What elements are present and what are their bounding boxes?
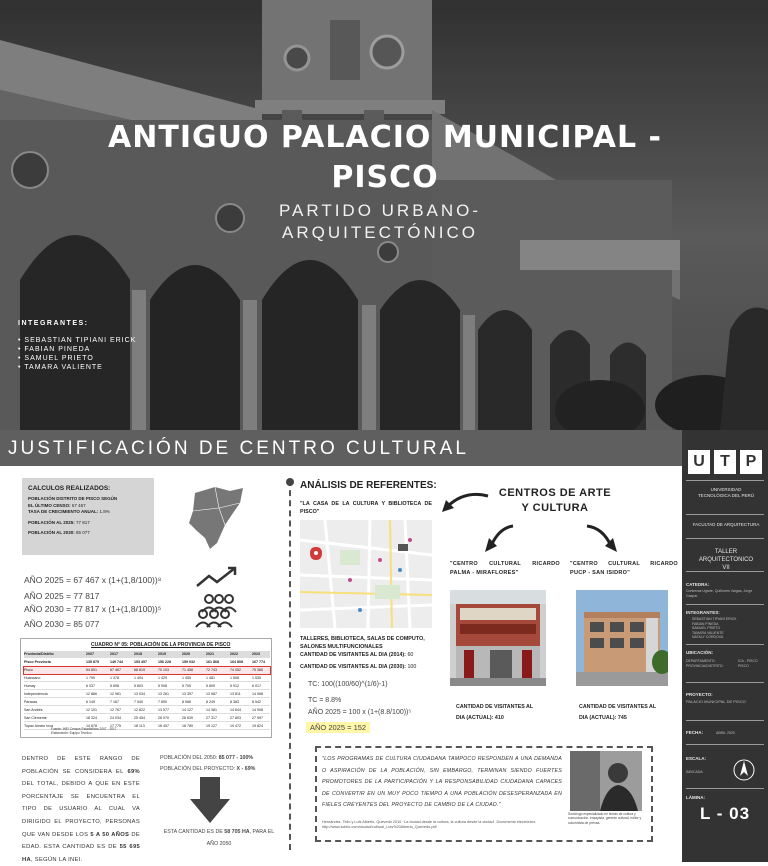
table-cell: 8 066 bbox=[182, 700, 191, 704]
table-cell: 14 068 bbox=[252, 692, 263, 696]
referentes-title: ANÁLISIS DE REFERENTES: bbox=[300, 480, 437, 491]
table-row bbox=[24, 707, 270, 714]
logo-letter: U bbox=[688, 450, 710, 474]
tc-projection: AÑO 2025 = 100 x (1+(8.8/100))⁵ bbox=[308, 709, 412, 716]
divider bbox=[686, 480, 764, 481]
table-cell: 54 801 bbox=[86, 668, 97, 672]
table-cell: 14 678 bbox=[86, 724, 97, 728]
quote-reference: Hernández, Tello y Luis Alberto, Quevedo 2010. 'La ciudad desde la cultura, la cultura desde la ciudad'. Documento electrónico. http://www.scielo.com/ciudad/cultural_Luis%20Alberto_Quevedo.pdf bbox=[322, 820, 537, 829]
pop-2050-line: POBLACIÓN DEL 2050: 85 077 - 100% bbox=[160, 755, 254, 761]
university-name: UNIVERSIDAD TECNOLÓGICA DEL PERÚ bbox=[697, 487, 755, 498]
table-cell: 156 228 bbox=[158, 660, 171, 664]
table-row bbox=[24, 699, 270, 706]
table-cell: 18 789 bbox=[182, 724, 193, 728]
table-cell: 17 775 bbox=[110, 724, 121, 728]
table-cell: 18 113 bbox=[134, 724, 145, 728]
table-cell: 12 961 bbox=[110, 692, 121, 696]
table-cell: 18 324 bbox=[86, 716, 97, 720]
divider bbox=[686, 538, 764, 539]
divider bbox=[686, 788, 764, 789]
table-cell: 14 127 bbox=[182, 708, 193, 712]
table-cell: 24 034 bbox=[110, 716, 121, 720]
quote-text: "LOS PROGRAMAS DE CULTURA CIUDADANA TAMPOCO RESPONDEN A UNA DEMANDA O ASPIRACIÓN DE LA POBLACIÓN, SIN EMBARGO, TERMINAN SIENDO FUERTES PROMOTORES DE LA PARTICIPACIÓN Y LA RESPONSABILIDAD CIUDADANA CAPACES DE CONVERTIR EN UN MUY POCO TIEMPO A UNA POBLACIÓN DESESPERANZADA EN FIELES CREYENTES DEL PROYECTO DE CAMBIO DE LA CIUDAD." bbox=[322, 756, 562, 808]
divider bbox=[686, 571, 764, 572]
faculty-name: FACULTAD DE ARQUITECTURA bbox=[692, 522, 760, 527]
table-cell: Provincia/Distrito bbox=[24, 652, 54, 656]
catedra-label: CATEDRA: bbox=[686, 582, 710, 587]
table-cell: 2021 bbox=[206, 652, 214, 656]
table-cell: Paracas bbox=[24, 700, 38, 704]
hero-subtitle bbox=[230, 200, 530, 244]
table-cell: 161 868 bbox=[206, 660, 219, 664]
table-cell: 7 167 bbox=[110, 700, 119, 704]
center2-name: "CENTRO CULTURAL RICARDO PUCP - SAN ISIDRO" bbox=[570, 561, 678, 576]
table-row bbox=[24, 659, 270, 666]
referente-desc: TALLERES, BIBLIOTECA, SALAS DE COMPUTO, SALONES MULTIFUNCIONALES bbox=[300, 636, 425, 650]
table-cell: 5 912 bbox=[230, 684, 239, 688]
lamina-label: LÁMINA: bbox=[686, 795, 705, 800]
table-cell: 1 378 bbox=[110, 676, 119, 680]
escala-label: ESCALA: bbox=[686, 756, 706, 761]
table-cell: 2007 bbox=[86, 652, 94, 656]
hero-title bbox=[40, 118, 730, 198]
hero-title-line2: PISCO bbox=[331, 160, 439, 195]
center1-photo bbox=[450, 590, 546, 686]
table-cell: 70 103 bbox=[158, 668, 169, 672]
center2-visitors: CANTIDAD DE VISITANTES AL DIA (ACTUAL): 745 bbox=[579, 704, 657, 721]
fecha-value: ABRIL 2020 bbox=[716, 731, 735, 735]
title-block-sidebar bbox=[682, 430, 768, 862]
logo-letter: P bbox=[740, 450, 762, 474]
table-cell: 2019 bbox=[158, 652, 166, 656]
hero-title-line1: ANTIGUO PALACIO MUNICIPAL - bbox=[108, 120, 662, 155]
down-arrow-icon bbox=[190, 777, 230, 823]
equation-line: AÑO 2025 = 77 817 bbox=[24, 591, 100, 601]
center2-photo bbox=[576, 590, 668, 686]
table-cell: 13 034 bbox=[134, 692, 145, 696]
table-cell: 7 540 bbox=[134, 700, 143, 704]
table-row bbox=[24, 683, 270, 690]
table-source: Fuente: INEI Censos Estadísticos 2007 - 2017 Elaboración: Equipo Técnico bbox=[51, 727, 117, 735]
visit-2014: CANTIDAD DE VISITANTES AL DIA (2014): 60 bbox=[300, 652, 414, 658]
table-cell: 19 472 bbox=[230, 724, 241, 728]
ubicacion-label: UBICACIÓN: bbox=[686, 650, 713, 655]
table-cell: 6 037 bbox=[86, 684, 95, 688]
equation-line: AÑO 2030 = 77 817 x (1+(1,8/100))⁵ bbox=[24, 604, 162, 614]
table-cell: 159 032 bbox=[182, 660, 195, 664]
table-cell: 5 809 bbox=[206, 684, 215, 688]
members-title: INTEGRANTES: bbox=[18, 320, 89, 327]
table-row bbox=[24, 675, 270, 682]
table-cell: 25 454 bbox=[134, 716, 145, 720]
table-cell: 8 249 bbox=[206, 700, 215, 704]
catedra-value: Contreras Ugarte, Quiñones Vargas, Jorge Gaspar bbox=[686, 589, 753, 598]
center1-name: "CENTRO CULTURAL RICARDO PALMA - MIRAFLORES" bbox=[450, 561, 560, 576]
table-header-row bbox=[24, 651, 270, 658]
table-cell: Tupac Amaru Inca bbox=[24, 724, 54, 728]
member-item: • FABIAN PINEDA bbox=[18, 345, 136, 354]
table-cell: 74 052 bbox=[230, 668, 241, 672]
table-cell: Huancano bbox=[24, 676, 41, 680]
table-cell: 19 127 bbox=[206, 724, 217, 728]
table-cell: 1 455 bbox=[182, 676, 191, 680]
divider bbox=[686, 682, 764, 683]
table-cell: 13 811 bbox=[230, 692, 241, 696]
calc-title: CALCULOS REALIZADOS: bbox=[28, 485, 111, 492]
table-cell: 71 458 bbox=[182, 668, 193, 672]
hero-banner bbox=[0, 0, 768, 430]
divider bbox=[686, 720, 764, 721]
divider-dot bbox=[286, 478, 294, 486]
divider bbox=[686, 744, 764, 745]
table-cell: 5 705 bbox=[182, 684, 191, 688]
north-arrow-icon bbox=[732, 758, 756, 782]
tc-result: TC = 8.8% bbox=[308, 697, 342, 704]
table-cell: 67 467 bbox=[110, 668, 121, 672]
table-cell: 18 457 bbox=[158, 724, 169, 728]
table-cell: 27 997 bbox=[252, 716, 263, 720]
equation-line: AÑO 2030 = 85 077 bbox=[24, 619, 100, 629]
integrantes-label: INTEGRANTES: bbox=[686, 610, 720, 615]
center1-visitors: CANTIDAD DE VISITANTES AL DIA (ACTUAL): 410 bbox=[456, 704, 534, 721]
table-cell: 5 908 bbox=[158, 684, 167, 688]
member-item: • SAMUEL PRIETO bbox=[18, 354, 136, 363]
table-cell: 26 070 bbox=[158, 716, 169, 720]
table-cell: 27 803 bbox=[230, 716, 241, 720]
hero-subtitle-line2: ARQUITECTÓNICO bbox=[282, 223, 478, 242]
proyecto-value: PALACIO MUNICIPAL DE PISCO bbox=[686, 699, 746, 704]
table-cell: 1 429 bbox=[158, 676, 167, 680]
divider bbox=[686, 514, 764, 515]
population-table bbox=[20, 638, 272, 738]
table-cell: 8 542 bbox=[252, 700, 261, 704]
table-cell: San Clemente bbox=[24, 716, 47, 720]
table-cell: 2023 bbox=[252, 652, 260, 656]
ubicacion-a: DEPARTAMENTO: PROVINCIA/DISTRITO: bbox=[686, 659, 724, 668]
table-cell: 19 824 bbox=[252, 724, 263, 728]
equation-line: AÑO 2025 = 67 467 x (1+(1,8/100))⁸ bbox=[24, 575, 162, 585]
section-title: JUSTIFICACIÓN DE CENTRO CULTURAL bbox=[8, 438, 469, 459]
table-row bbox=[24, 667, 270, 674]
fecha-label: FECHA: bbox=[686, 730, 703, 735]
hero-subtitle-line1: PARTIDO URBANO- bbox=[278, 201, 482, 220]
member-item: • TAMARA VALIENTE bbox=[18, 363, 136, 372]
table-cell: Independencia bbox=[24, 692, 48, 696]
table-cell: 2018 bbox=[134, 652, 142, 656]
table-cell: 14 381 bbox=[206, 708, 217, 712]
referente-name: "LA CASA DE LA CULTURA Y BIBLIOTECA DE PISCO" bbox=[300, 501, 432, 515]
table-cell: 13 261 bbox=[158, 692, 169, 696]
divider bbox=[686, 644, 764, 645]
table-cell: 1 404 bbox=[134, 676, 143, 680]
table-cell: 1 481 bbox=[206, 676, 215, 680]
population-growth-icon bbox=[195, 566, 240, 628]
arrow-right-down-icon bbox=[585, 522, 623, 558]
author-caption: Sociólogo especializado en temas de cultura y comunicación, ensayista, gerente cultural, editor y columnista de prensa. bbox=[568, 812, 642, 825]
table-cell: 14 908 bbox=[252, 708, 263, 712]
table-cell: 1 535 bbox=[252, 676, 261, 680]
table-cell: 75 385 bbox=[252, 668, 263, 672]
table-cell: 26 639 bbox=[182, 716, 193, 720]
escala-value: INDICADA bbox=[686, 770, 703, 774]
table-cell: 68 819 bbox=[134, 668, 145, 672]
calc-box bbox=[22, 478, 154, 555]
logo-letter: T bbox=[714, 450, 736, 474]
region-map-icon bbox=[185, 483, 247, 551]
calc-line: POBLACIÓN AL 2025: 77 817 bbox=[28, 519, 90, 525]
table-cell: 5 698 bbox=[110, 684, 119, 688]
table-cell: 6 149 bbox=[86, 700, 95, 704]
members-list bbox=[18, 336, 136, 372]
centros-title: CENTROS DE ARTE Y CULTURA bbox=[498, 487, 612, 514]
table-cell: San Andrés bbox=[24, 708, 43, 712]
table-row bbox=[24, 715, 270, 722]
table-caption: CUADRO N° 05: POBLACIÓN DE LA PROVINCIA DE PISCO bbox=[91, 642, 231, 648]
table-cell: 12 822 bbox=[134, 708, 145, 712]
calc-line: EL ÚLTIMO CENSO: 67 467 bbox=[28, 502, 86, 508]
curved-arrow-icon bbox=[440, 490, 490, 514]
tc-formula: TC: 100((100/60)^(1/6)-1) bbox=[308, 681, 388, 688]
table-cell: Pisco Provincia bbox=[24, 660, 51, 664]
table-cell: 14 644 bbox=[230, 708, 241, 712]
table-cell: 5 803 bbox=[134, 684, 143, 688]
table-cell: 12 866 bbox=[86, 692, 97, 696]
member-item: • SEBASTIAN TIPIANI ERICK bbox=[18, 336, 136, 345]
calc-line: POBLACIÓN DISTRITO DE PISCO SEGÚN bbox=[28, 496, 118, 501]
table-cell: 2017 bbox=[110, 652, 118, 656]
table-cell: 6 017 bbox=[252, 684, 261, 688]
table-cell: 13 577 bbox=[158, 708, 169, 712]
table-cell: 1 508 bbox=[230, 676, 239, 680]
table-cell: 164 808 bbox=[230, 660, 243, 664]
table-cell: 27 317 bbox=[206, 716, 217, 720]
table-cell: 135 875 bbox=[86, 660, 99, 664]
table-cell: 72 743 bbox=[206, 668, 217, 672]
table-cell: 1 799 bbox=[86, 676, 95, 680]
location-map bbox=[300, 520, 432, 628]
table-cell: 7 890 bbox=[158, 700, 167, 704]
table-cell: 8 383 bbox=[230, 700, 239, 704]
table-cell: 149 744 bbox=[110, 660, 123, 664]
visit-2030: CANTIDAD DE VISITANTES AL DIA (2030): 100 bbox=[300, 664, 417, 670]
table-cell: 13 587 bbox=[206, 692, 217, 696]
author-photo bbox=[570, 751, 642, 811]
table-cell: 2020 bbox=[182, 652, 190, 656]
divider bbox=[686, 604, 764, 605]
table-cell: 12 767 bbox=[110, 708, 121, 712]
calc-line: TASA DE CRECIMIENTO ANUAL: 1.8% bbox=[28, 509, 110, 514]
table-cell: 13 397 bbox=[182, 692, 193, 696]
table-cell: Pisco bbox=[24, 668, 33, 672]
sidebar-members: SEBASTIAN TIPIANI ERICK FABIAN PINEDA SAMUEL PRIETO TAMARA VALIENTE NATALY CORDOVA bbox=[692, 617, 737, 639]
result-line: ESTA CANTIDAD ES DE 58 705 HA, PARA EL AÑO 2050 bbox=[163, 829, 275, 847]
table-cell: 167 774 bbox=[252, 660, 265, 664]
calc-line: POBLACIÓN AL 2030: 85 077 bbox=[28, 530, 90, 535]
ubicacion-b: ICA - PISCO PISCO bbox=[738, 659, 758, 668]
table-row bbox=[24, 691, 270, 698]
pop-project-line: POBLACIÓN DEL PROYECTO: X - 69% bbox=[160, 766, 256, 772]
table-cell: 2022 bbox=[230, 652, 238, 656]
column-divider bbox=[289, 480, 291, 850]
proyecto-label: PROYECTO: bbox=[686, 692, 713, 697]
course-name: TALLER ARQUITECTONICO VII bbox=[698, 549, 754, 571]
year-2025-result: AÑO 2025 = 152 bbox=[306, 722, 370, 733]
table-cell: 12 101 bbox=[86, 708, 97, 712]
arrow-left-down-icon bbox=[477, 522, 515, 558]
table-cell: 153 457 bbox=[134, 660, 147, 664]
population-paragraph: DENTRO DE ESTE RANGO DE POBLACIÓN SE CONSIDERA EL 69% DEL TOTAL, DEBIDO A QUE EN ESTE PORCENTAJE SE ENCUENTRA EL TIPO DE USUARIO AL CUAL VA DIRIGIDO EL PROYECTO, PERSONAS QUE VAN DESDE LOS 5 A 50 AÑOS DE EDAD. ESTA CANTIDAD ES DE 55 695 HA, SEGÚN LA INEI. bbox=[22, 756, 141, 863]
lamina-value: L - 03 bbox=[699, 804, 751, 823]
table-cell: Humay bbox=[24, 684, 36, 688]
